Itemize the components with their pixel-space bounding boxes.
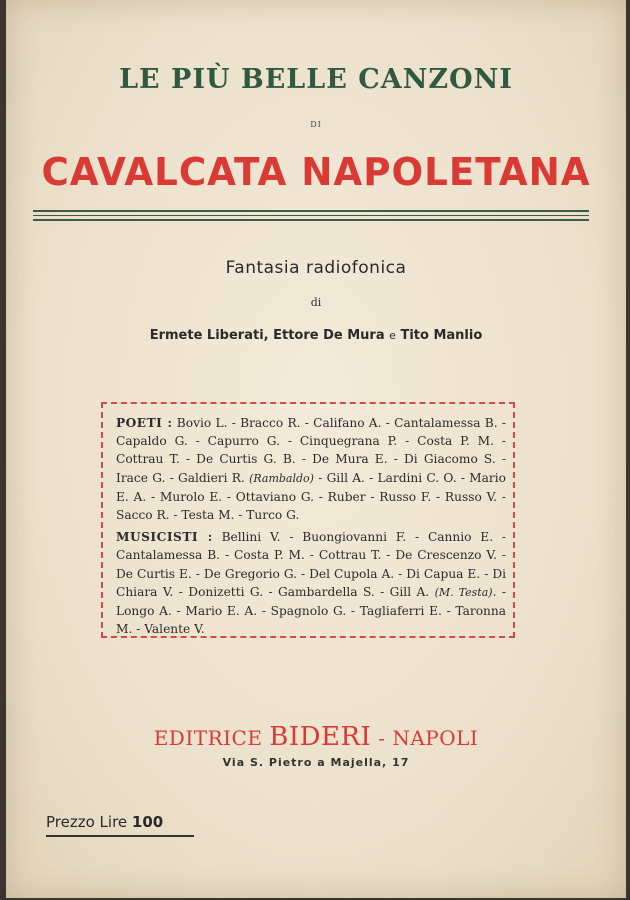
series-heading: LE PIÙ BELLE CANZONI bbox=[119, 64, 513, 95]
publisher-prefix: EDITRICE bbox=[153, 726, 270, 750]
authors-secondary: Tito Manlio bbox=[400, 328, 483, 343]
heading-connector: DI bbox=[310, 120, 322, 129]
price-underline bbox=[46, 835, 194, 837]
publisher-address: Via S. Pietro a Majella, 17 bbox=[222, 756, 410, 769]
title-rule-top bbox=[33, 210, 589, 212]
publisher-name: BIDERI bbox=[269, 722, 372, 752]
poeti-list-part2: - Gill A. - Lardini C. O. - Mario E. A. - Murolo E. - Ottaviano G. - Ruber - Russo F. - Russo V. - Sacco R. - Testa M. - Turco G. bbox=[116, 470, 506, 523]
poeti-paragraph bbox=[116, 414, 506, 524]
authors-conjunction: e bbox=[389, 329, 396, 342]
poeti-label: POETI : bbox=[116, 416, 173, 430]
credits-block bbox=[116, 414, 506, 642]
subtitle-connector: di bbox=[310, 296, 322, 309]
publisher-city: - NAPOLI bbox=[371, 726, 479, 750]
title-rule-bottom bbox=[33, 219, 589, 221]
musicisti-paragraph bbox=[116, 528, 506, 638]
authors-line bbox=[6, 328, 626, 343]
title-rule-middle bbox=[33, 215, 589, 216]
price-label bbox=[46, 813, 163, 831]
musicisti-pseudonym: (M. Testa) bbox=[434, 585, 493, 599]
cover-page bbox=[6, 0, 626, 898]
main-title: CAVALCATA NAPOLETANA bbox=[41, 150, 591, 194]
subtitle: Fantasia radiofonica bbox=[225, 258, 407, 278]
price-text: Prezzo Lire bbox=[46, 813, 132, 831]
authors-primary: Ermete Liberati, Ettore De Mura bbox=[149, 328, 385, 343]
musicisti-list-part1: Bellini V. - Buongiovanni F. - Cannio E. - Cantalamessa B. - Costa P. M. - Cottrau T. - De Crescenzo V. - De Curtis E. - De Gregorio G. - Del Cupola A. - Di Capua E. - Di Chiara V. - Donizetti G. - Gambardella S. - Gill A. bbox=[116, 530, 506, 599]
musicisti-list-part2: . - Longo A. - Mario E. A. - Spagnolo G. - Tagliaferri E. - Taronna M. - Valente V. bbox=[116, 584, 506, 637]
publisher-line bbox=[6, 722, 626, 752]
poeti-list-part1: Bovio L. - Bracco R. - Califano A. - Cantalamessa B. - Capaldo G. - Capurro G. - Cinquegrana P. - Costa P. M. - Cottrau T. - De Curtis G. B. - De Mura E. - Di Giacomo S. - Irace G. - Galdieri R. bbox=[116, 416, 506, 485]
price-amount: 100 bbox=[131, 813, 164, 831]
musicisti-label: MUSICISTI : bbox=[116, 530, 213, 545]
poeti-pseudonym: (Rambaldo) bbox=[249, 471, 314, 485]
